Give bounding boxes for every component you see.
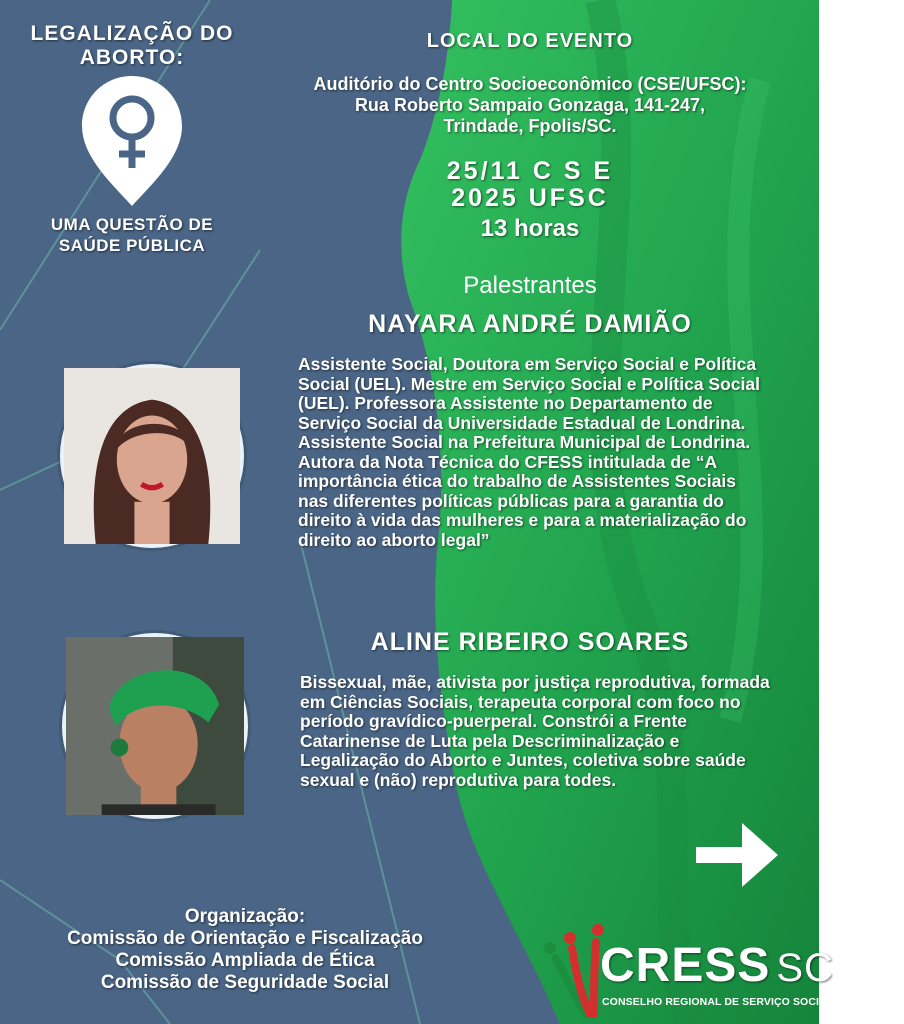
- venus-location-pin-icon: [80, 74, 184, 208]
- speaker-bio: Bissexual, mãe, ativista por justiça reprodutiva, formada em Ciências Sociais, terapeuta corporal com foco no período gravídico-puerperal. Constrói a Frente Catarinense de Luta pela Descriminalização e Legalização do Aborto e Juntes, coletiva sobre saúde sexual e (não) reprodutiva para todes.: [300, 672, 770, 790]
- organization-credits: [20, 906, 470, 994]
- organization-line: Comissão de Seguridade Social: [100, 972, 390, 993]
- cress-region: SC: [776, 946, 834, 990]
- organization-heading: Organização:: [184, 906, 306, 927]
- speakers-heading: Palestrantes: [463, 272, 597, 299]
- speaker-bio: Assistente Social, Doutora em Serviço Social e Política Social (UEL). Mestre em Serviço Social e Política Social (UEL). Professora Assistente no Departamento de Serviço Social da Universidade Estadual de Londrina. Assistente Social na Prefeitura Municipal de Londrina. Autora da Nota Técnica do CFESS intitulada de “A importância ética do trabalho de Assistentes Sociais nas diferentes políticas públicas para a garantia do direito à vida das mulheres e para a materialização do direito ao aborto legal”: [298, 354, 760, 550]
- event-time: 13 horas: [480, 215, 580, 242]
- speaker-name: NAYARA ANDRÉ DAMIÃO: [368, 310, 692, 338]
- organization-line: Comissão Ampliada de Ética: [115, 950, 375, 971]
- organization-line: Comissão de Orientação e Fiscalização: [67, 928, 423, 949]
- speaker-photo: [60, 364, 244, 548]
- cress-caption: CONSELHO REGIONAL DE SERVIÇO SOCIAL • 12ª REGIÃO: [602, 996, 904, 1008]
- arrow-right-icon[interactable]: [692, 815, 782, 895]
- address-line: Auditório do Centro Socioeconômico (CSE/UFSC):: [313, 74, 747, 94]
- venue-heading: LOCAL DO EVENTO: [426, 30, 634, 52]
- speaker-name: ALINE RIBEIRO SOARES: [370, 628, 690, 656]
- address-line: Rua Roberto Sampaio Gonzaga, 141-247,: [354, 95, 706, 115]
- date-line: 2025 UFSC: [451, 184, 609, 212]
- campaign-title: LEGALIZAÇÃO DO ABORTO:: [30, 22, 234, 69]
- speaker-photo: [62, 633, 248, 819]
- address-line: Trindade, Fpolis/SC.: [443, 116, 617, 136]
- campaign-subtitle: UMA QUESTÃO DE SAÚDE PÚBLICA: [50, 215, 214, 255]
- date-line: 25/11 C S E: [446, 157, 614, 185]
- event-date: [380, 158, 680, 212]
- cress-wordmark: CRESS SC: [600, 939, 834, 992]
- venue-address: [250, 74, 810, 137]
